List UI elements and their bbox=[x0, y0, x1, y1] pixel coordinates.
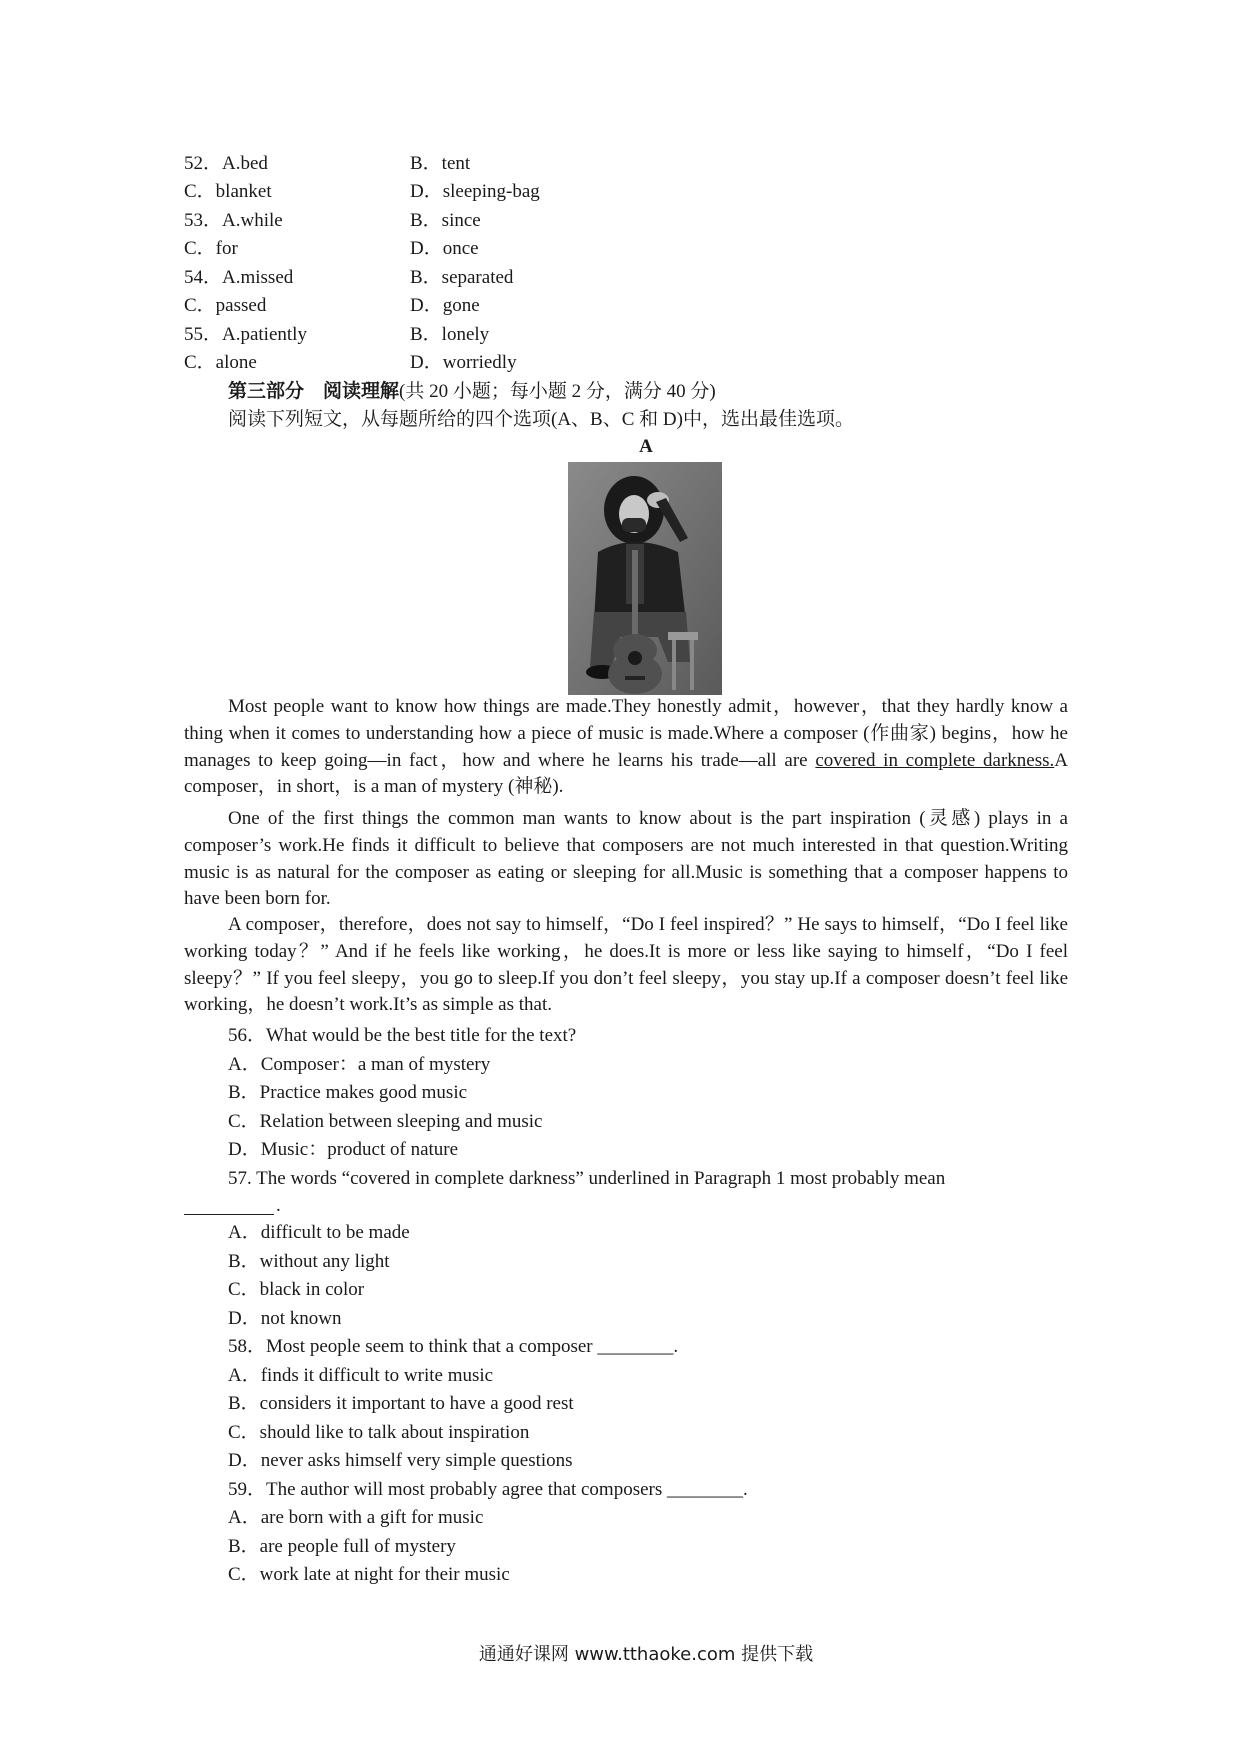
q59-option-c: C．work late at night for their music bbox=[228, 1564, 510, 1585]
option-54c: C．passed bbox=[184, 295, 267, 316]
option-53b: B．since bbox=[410, 210, 481, 231]
option-54a: 54．A.missed bbox=[184, 267, 294, 288]
option-54b: B．separated bbox=[410, 267, 514, 288]
option-53d: D．once bbox=[410, 238, 479, 259]
option-55b: B．lonely bbox=[410, 324, 490, 345]
q58-option-d: D．never asks himself very simple questions bbox=[228, 1450, 573, 1471]
q57-option-a: A．difficult to be made bbox=[228, 1222, 410, 1243]
q58-option-c: C．should like to talk about inspiration bbox=[228, 1422, 530, 1443]
option-52b: B．tent bbox=[410, 153, 471, 174]
passage-paragraph-3: A composer，therefore，does not say to himself，“Do I feel inspired？” He says to himself，“Do I feel like working today？” And if he feels like working，he does.It is more or less like saying to himself，“Do I feel sleepy？” If you feel sleepy，you go to sleep.If you don’t feel sleepy，you stay up.If a composer doesn’t feel like working，he doesn’t work.It’s as simple as that. bbox=[184, 914, 1068, 1016]
q56-option-c: C．Relation between sleeping and music bbox=[228, 1111, 543, 1132]
section-heading bbox=[228, 378, 716, 405]
option-52d: D．sleeping-bag bbox=[410, 181, 540, 202]
instruction: 阅读下列短文，从每题所给的四个选项(A、B、C 和 D)中，选出最佳选项。 bbox=[228, 409, 854, 430]
option-55d: D．worriedly bbox=[410, 352, 517, 373]
section-title: 第三部分 阅读理解 bbox=[228, 381, 400, 402]
underlined-phrase: covered in complete darkness. bbox=[815, 749, 1055, 771]
option-53a: 53．A.while bbox=[184, 210, 283, 231]
section-detail: (共 20 小题；每小题 2 分，满分 40 分) bbox=[399, 381, 716, 402]
option-54d: D．gone bbox=[410, 295, 480, 316]
passage-paragraph-1 bbox=[184, 694, 1068, 801]
option-53c: C．for bbox=[184, 238, 238, 259]
passage-letter: A bbox=[639, 436, 653, 457]
q59-option-a: A．are born with a gift for music bbox=[228, 1507, 484, 1528]
option-55c: C．alone bbox=[184, 352, 257, 373]
option-52c: C．blanket bbox=[184, 181, 272, 202]
q57-option-b: B．without any light bbox=[228, 1251, 390, 1272]
composer-photo bbox=[568, 462, 722, 695]
passage-paragraph-2: One of the first things the common man wants to know about is the part inspiration (灵感) plays in a composer’s work.He finds it difficult to believe that composers are not much interested in that question.Writing music is as natural for the composer as eating or sleeping for all.Music is something that a composer happens to have been born for. bbox=[184, 808, 1068, 910]
option-55a: 55．A.patiently bbox=[184, 324, 307, 345]
paragraph-1-text: Most people want to know how things are made.They honestly admit，however，that they hardly know a thing when it comes to understanding how a piece of music is made.Where a composer (作曲家) begins，how he manages to keep going—in fact，how and where he learns his trade—all are bbox=[184, 696, 1068, 771]
q56-option-d: D．Music：product of nature bbox=[228, 1139, 459, 1160]
q57-option-c: C．black in color bbox=[228, 1279, 365, 1300]
question-58: 58．Most people seem to think that a composer ________. bbox=[228, 1336, 679, 1357]
option-52a: 52．A.bed bbox=[184, 153, 268, 174]
q58-option-a: A．finds it difficult to write music bbox=[228, 1365, 494, 1386]
q56-option-a: A．Composer：a man of mystery bbox=[228, 1054, 491, 1075]
paragraph-1-text-end: A composer，in short，is a man of mystery (神秘). bbox=[184, 749, 1068, 798]
q56-option-b: B．Practice makes good music bbox=[228, 1082, 468, 1103]
q57-stem-end: . bbox=[276, 1195, 281, 1216]
question-59: 59．The author will most probably agree that composers ________. bbox=[228, 1479, 748, 1500]
page-footer: 通通好课网 www.tthaoke.com 提供下载 bbox=[478, 1644, 814, 1665]
question-56: 56．What would be the best title for the text? bbox=[228, 1025, 577, 1046]
question-57: 57. The words “covered in complete darkness” underlined in Paragraph 1 most probably mean bbox=[228, 1168, 946, 1189]
q57-blank bbox=[184, 1214, 274, 1215]
q59-option-b: B．are people full of mystery bbox=[228, 1536, 456, 1557]
q57-option-d: D．not known bbox=[228, 1308, 342, 1329]
q58-option-b: B．considers it important to have a good rest bbox=[228, 1393, 574, 1414]
